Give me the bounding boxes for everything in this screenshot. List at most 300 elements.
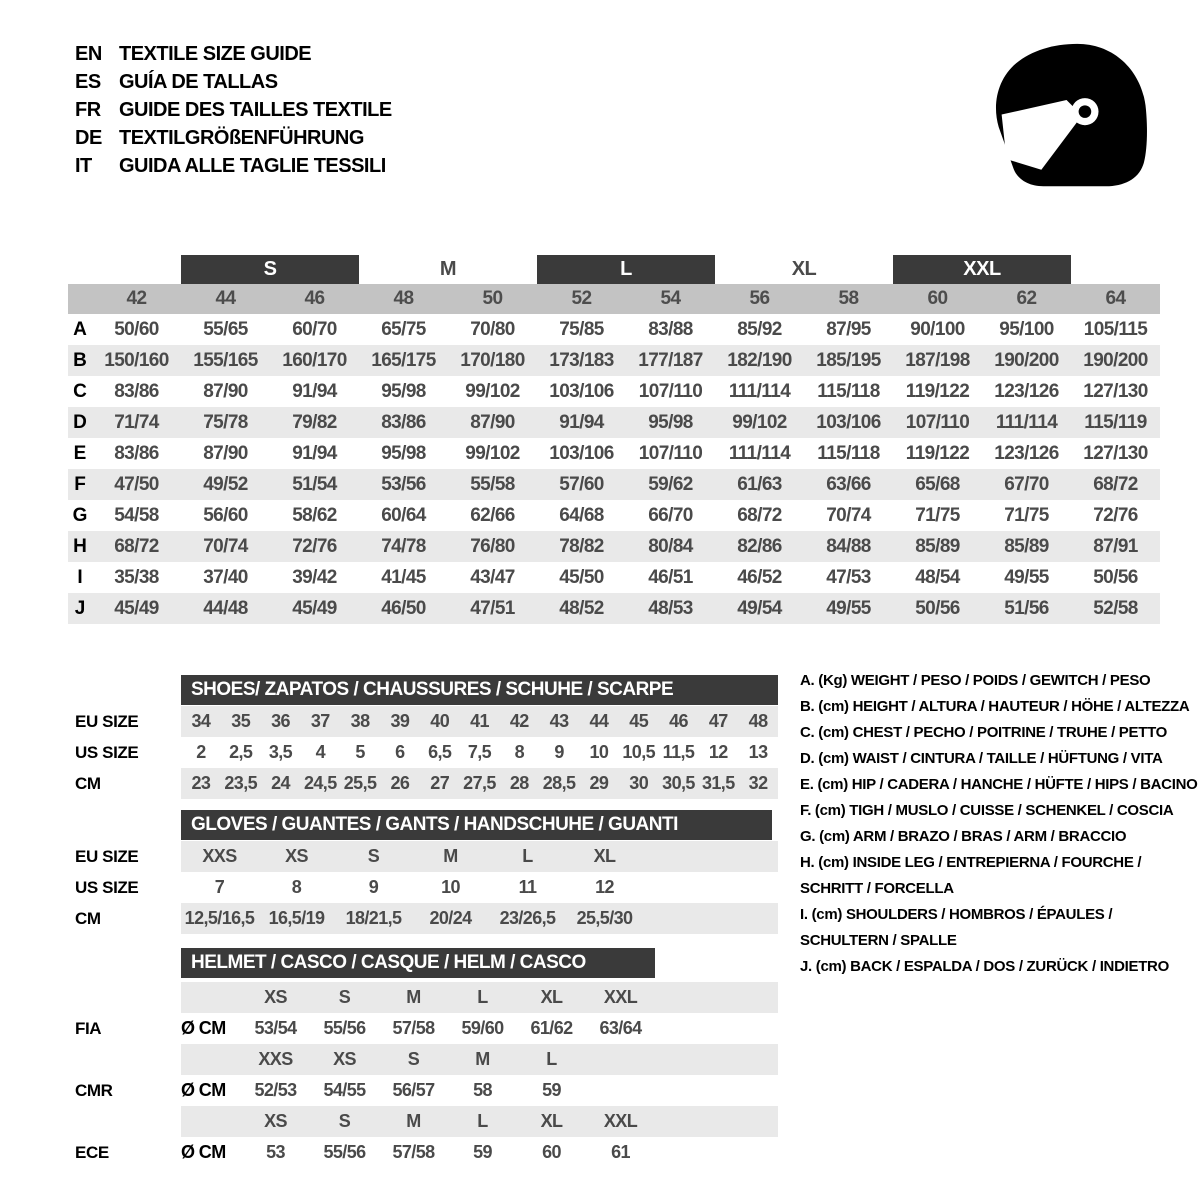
section-value: 7 (214, 877, 225, 897)
section-value: 25,5/30 (566, 903, 643, 934)
measurement-value: 83/86 (114, 380, 159, 402)
measurement-value: 70/74 (826, 504, 871, 526)
measurement-value: 72/76 (292, 535, 337, 557)
section-row-label: EU SIZE (75, 846, 139, 866)
measurement-value: 51/54 (292, 473, 337, 495)
helmet-size-value: 59 (542, 1080, 561, 1100)
measurement-value: 83/88 (648, 318, 693, 340)
measurement-row (68, 562, 1160, 593)
measurement-value: 177/187 (638, 349, 703, 371)
measurement-value: 76/80 (470, 535, 515, 557)
measurement-value: 55/58 (470, 473, 515, 495)
legend-line: G. (cm) ARM / BRAZO / BRAS / ARM / BRACCIO (800, 828, 1127, 845)
section-row (75, 768, 778, 799)
measurement-value: 95/98 (381, 442, 426, 464)
section-value: 23,5 (221, 768, 261, 799)
section-value: 20/24 (412, 903, 489, 934)
empty-unit (181, 1044, 241, 1075)
measurement-value: 78/82 (559, 535, 604, 557)
measurement-value: 111/114 (995, 411, 1058, 433)
measurement-value: 65/75 (381, 318, 426, 340)
helmet-size-value: 59 (473, 1142, 492, 1162)
helmet-size-value: 60 (542, 1142, 561, 1162)
helmet-size-label: XXL (586, 982, 655, 1013)
numeric-size-header: 44 (215, 288, 236, 309)
measurement-value: 57/60 (559, 473, 604, 495)
measurement-row (68, 314, 1160, 345)
legend-line: J. (cm) BACK / ESPALDA / DOS / ZURÜCK / INDIETRO (800, 958, 1169, 975)
measurement-value: 39/42 (292, 566, 337, 588)
measurement-value: 71/75 (1004, 504, 1049, 526)
helmet-size-label: L (517, 1044, 586, 1075)
section-value: XXS (181, 841, 258, 872)
measurement-row-label: B (73, 349, 87, 371)
helmet-size-label: M (379, 982, 448, 1013)
measurement-row-label: F (74, 473, 86, 495)
section-value: 9 (554, 742, 564, 762)
filler-cell (643, 872, 778, 903)
measurement-row-label: J (74, 597, 86, 619)
section-value: 43 (539, 706, 579, 737)
numeric-size-header: 56 (749, 288, 770, 309)
filler-cell (655, 1106, 778, 1137)
measurement-value: 67/70 (1004, 473, 1049, 495)
language-code: IT (75, 154, 92, 177)
measurement-value: 87/90 (470, 411, 515, 433)
section-value: L (489, 841, 566, 872)
section-value: 12 (595, 877, 614, 897)
measurement-value: 99/102 (465, 380, 520, 402)
section-value: 13 (748, 742, 768, 762)
helmet-size-value: 52/53 (254, 1080, 297, 1100)
helmet-values-row (75, 1075, 778, 1106)
diameter-unit-label: Ø CM (181, 1018, 226, 1038)
helmet-size-label: S (310, 1106, 379, 1137)
measurement-value: 84/88 (826, 535, 871, 557)
numeric-size-header: 60 (927, 288, 948, 309)
helmet-values-row (75, 1013, 778, 1044)
measurement-row-label: C (73, 380, 87, 402)
measurement-value: 160/170 (282, 349, 347, 371)
empty-label (75, 982, 181, 1013)
section-row (75, 737, 778, 768)
helmet-size-value: 55/56 (323, 1018, 366, 1038)
gloves-section-title: GLOVES / GUANTES / GANTS / HANDSCHUHE / GUANTI (181, 810, 772, 840)
section-value: 30 (619, 768, 659, 799)
measurement-value: 49/54 (737, 597, 782, 619)
measurement-row-label: G (72, 504, 88, 526)
measurement-legend (800, 668, 1198, 980)
racing-helmet-icon (985, 38, 1150, 193)
section-value: 12,5/16,5 (181, 903, 258, 934)
measurement-value: 127/130 (1083, 442, 1148, 464)
size-group-label (92, 255, 181, 284)
helmet-size-label: XL (517, 1106, 586, 1137)
measurement-value: 71/75 (915, 504, 960, 526)
measurement-value: 55/65 (203, 318, 248, 340)
measurement-value: 115/118 (817, 442, 880, 464)
measurement-value: 83/86 (114, 442, 159, 464)
section-value: 41 (460, 706, 500, 737)
measurement-value: 87/95 (826, 318, 871, 340)
language-title: GUIDE DES TAILLES TEXTILE (119, 98, 392, 121)
measurement-value: 95/98 (381, 380, 426, 402)
helmet-size-label: XL (517, 982, 586, 1013)
section-value: 46 (659, 706, 699, 737)
section-value: 27,5 (460, 768, 500, 799)
helmet-size-value: 53/54 (254, 1018, 297, 1038)
language-title: GUIDA ALLE TAGLIE TESSILI (119, 154, 386, 177)
measurement-row (68, 407, 1160, 438)
filler-cell (655, 1013, 778, 1044)
measurement-value: 64/68 (559, 504, 604, 526)
measurement-value: 68/72 (1093, 473, 1138, 495)
textile-size-table (68, 255, 1160, 624)
legend-line: H. (cm) INSIDE LEG / ENTREPIERNA / FOURCHE / (800, 854, 1142, 871)
measurement-value: 99/102 (732, 411, 787, 433)
section-value: 47 (698, 706, 738, 737)
measurement-value: 58/62 (292, 504, 337, 526)
helmet-size-value: 61 (611, 1142, 630, 1162)
measurement-value: 70/80 (470, 318, 515, 340)
section-value: 24,5 (300, 768, 340, 799)
section-value: 28,5 (539, 768, 579, 799)
measurement-value: 66/70 (648, 504, 693, 526)
measurement-value: 99/102 (465, 442, 520, 464)
measurement-value: 83/86 (381, 411, 426, 433)
measurement-value: 44/48 (203, 597, 248, 619)
section-value: M (412, 841, 489, 872)
language-row (75, 124, 392, 152)
measurement-value: 45/50 (559, 566, 604, 588)
section-value: 10 (441, 877, 460, 897)
measurement-row (68, 593, 1160, 624)
measurement-row (68, 345, 1160, 376)
section-value: S (335, 841, 412, 872)
measurement-value: 155/165 (193, 349, 258, 371)
measurement-value: 90/100 (910, 318, 965, 340)
language-title: GUÍA DE TALLAS (119, 70, 278, 93)
helmet-standard-label: CMR (75, 1080, 113, 1100)
measurement-value: 43/47 (470, 566, 515, 588)
measurement-value: 185/195 (816, 349, 881, 371)
size-group-header-row (68, 255, 1160, 284)
legend-line: I. (cm) SHOULDERS / HOMBROS / ÉPAULES / (800, 906, 1113, 923)
helmet-size-label: S (310, 982, 379, 1013)
section-row-label: US SIZE (75, 877, 139, 897)
filler-cell (655, 1044, 778, 1075)
measurement-value: 48/52 (559, 597, 604, 619)
section-row (75, 706, 778, 737)
legend-line: E. (cm) HIP / CADERA / HANCHE / HÜFTE / HIPS / BACINO (800, 776, 1198, 793)
helmet-sizes-row (75, 1044, 778, 1075)
helmet-size-value (586, 1075, 655, 1106)
language-code: ES (75, 70, 101, 93)
section-value: 25,5 (340, 768, 380, 799)
size-group-label: S (181, 255, 359, 284)
measurement-value: 182/190 (727, 349, 792, 371)
helmet-size-value: 57/58 (392, 1142, 435, 1162)
section-value: 7,5 (467, 742, 492, 762)
section-value: 29 (579, 768, 619, 799)
section-value: 35 (221, 706, 261, 737)
section-value: 16,5/19 (258, 903, 335, 934)
measurement-value: 56/60 (203, 504, 248, 526)
measurement-value: 53/56 (381, 473, 426, 495)
helmet-values-row (75, 1137, 778, 1168)
helmet-size-label: XS (241, 1106, 310, 1137)
measurement-value: 49/55 (826, 597, 871, 619)
section-row-label: US SIZE (75, 742, 139, 762)
measurement-value: 48/53 (648, 597, 693, 619)
empty-label (75, 1106, 181, 1137)
measurement-row (68, 469, 1160, 500)
measurement-value: 52/58 (1093, 597, 1138, 619)
measurement-value: 65/68 (915, 473, 960, 495)
measurement-value: 150/160 (104, 349, 169, 371)
measurement-value: 68/72 (737, 504, 782, 526)
section-value: 26 (380, 768, 420, 799)
measurement-value: 190/200 (1083, 349, 1148, 371)
language-title: TEXTILGRÖßENFÜHRUNG (119, 126, 364, 149)
measurement-value: 46/52 (737, 566, 782, 588)
section-value: 8 (291, 877, 302, 897)
section-value: 11,5 (662, 742, 695, 762)
measurement-row-label: A (73, 318, 87, 340)
measurement-value: 46/51 (648, 566, 693, 588)
measurement-value: 50/56 (1093, 566, 1138, 588)
measurement-value: 115/119 (1084, 411, 1147, 433)
empty-label (75, 1044, 181, 1075)
measurement-value: 71/74 (114, 411, 159, 433)
language-row (75, 40, 392, 68)
legend-line: C. (cm) CHEST / PECHO / POITRINE / TRUHE / PETTO (800, 724, 1168, 741)
measurement-value: 119/122 (905, 442, 970, 464)
measurement-value: 80/84 (648, 535, 693, 557)
section-value: 24 (261, 768, 301, 799)
measurement-value: 95/98 (648, 411, 693, 433)
measurement-value: 123/126 (994, 442, 1059, 464)
measurement-value: 60/64 (381, 504, 426, 526)
helmet-size-label: L (448, 1106, 517, 1137)
measurement-value: 79/82 (292, 411, 337, 433)
helmet-size-value: 53 (266, 1142, 285, 1162)
measurement-value: 103/106 (549, 442, 614, 464)
measurement-value: 103/106 (816, 411, 881, 433)
measurement-row (68, 531, 1160, 562)
measurement-value: 165/175 (371, 349, 436, 371)
helmet-size-value: 55/56 (323, 1142, 366, 1162)
legend-line: D. (cm) WAIST / CINTURA / TAILLE / HÜFTUNG / VITA (800, 750, 1163, 767)
section-value: 31,5 (698, 768, 738, 799)
section-value: 4 (315, 742, 325, 762)
helmet-size-value: 63/64 (599, 1018, 642, 1038)
helmet-size-value: 59/60 (461, 1018, 504, 1038)
section-value: 8 (514, 742, 524, 762)
language-row (75, 96, 392, 124)
helmet-size-label: XS (310, 1044, 379, 1075)
section-value: XS (258, 841, 335, 872)
measurement-value: 123/126 (994, 380, 1059, 402)
measurement-value: 107/110 (638, 380, 703, 402)
measurement-value: 50/60 (114, 318, 159, 340)
measurement-row (68, 376, 1160, 407)
shoes-size-table (75, 706, 778, 799)
measurement-value: 190/200 (994, 349, 1059, 371)
filler-cell (655, 982, 778, 1013)
measurement-value: 85/89 (915, 535, 960, 557)
measurement-value: 61/63 (737, 473, 782, 495)
legend-line: A. (Kg) WEIGHT / PESO / POIDS / GEWITCH / PESO (800, 672, 1151, 689)
section-value: 39 (380, 706, 420, 737)
language-title-list (75, 40, 392, 180)
language-row (75, 68, 392, 96)
section-row-label: EU SIZE (75, 711, 139, 731)
helmet-size-label: M (448, 1044, 517, 1075)
measurement-value: 107/110 (638, 442, 703, 464)
section-value: 37 (300, 706, 340, 737)
language-code: DE (75, 126, 102, 149)
measurement-row (68, 500, 1160, 531)
measurement-value: 74/78 (381, 535, 426, 557)
numeric-size-header: 52 (571, 288, 592, 309)
measurement-row-label: H (73, 535, 87, 557)
section-row-label: CM (75, 908, 101, 928)
measurement-value: 59/62 (648, 473, 693, 495)
measurement-value: 87/90 (203, 380, 248, 402)
helmet-sizes-row (75, 1106, 778, 1137)
shoes-section-title: SHOES/ ZAPATOS / CHAUSSURES / SCHUHE / SCARPE (181, 675, 778, 705)
measurement-value: 47/50 (114, 473, 159, 495)
section-value: 38 (340, 706, 380, 737)
section-value: 10,5 (622, 742, 656, 762)
legend-line: F. (cm) TIGH / MUSLO / CUISSE / SCHENKEL / COSCIA (800, 802, 1174, 819)
filler-cell (643, 903, 778, 934)
section-value: 42 (499, 706, 539, 737)
section-value: 40 (420, 706, 460, 737)
measurement-value: 45/49 (292, 597, 337, 619)
measurement-value: 54/58 (114, 504, 159, 526)
helmet-size-table (75, 982, 778, 1168)
measurement-value: 49/52 (203, 473, 248, 495)
measurement-value: 47/53 (826, 566, 871, 588)
measurement-value: 119/122 (905, 380, 970, 402)
language-code: EN (75, 42, 102, 65)
helmet-size-label: XS (241, 982, 310, 1013)
measurement-value: 68/72 (114, 535, 159, 557)
helmet-sizes-row (75, 982, 778, 1013)
measurement-value: 111/114 (728, 380, 791, 402)
measurement-value: 87/90 (203, 442, 248, 464)
size-group-label: XL (791, 258, 817, 280)
section-value: 11 (518, 877, 537, 897)
measurement-row-label: D (73, 411, 87, 433)
measurement-value: 72/76 (1093, 504, 1138, 526)
size-group-label: M (439, 258, 457, 280)
section-value: 30,5 (659, 768, 699, 799)
measurement-value: 173/183 (549, 349, 614, 371)
measurement-value: 75/78 (203, 411, 248, 433)
section-value: 3,5 (268, 742, 293, 762)
section-value: 10 (589, 742, 609, 762)
measurement-value: 62/66 (470, 504, 515, 526)
helmet-size-label: L (448, 982, 517, 1013)
filler-cell (655, 1137, 778, 1168)
numeric-size-header: 46 (304, 288, 325, 309)
helmet-section-title: HELMET / CASCO / CASQUE / HELM / CASCO (181, 948, 655, 978)
measurement-value: 85/89 (1004, 535, 1049, 557)
section-value: 36 (261, 706, 301, 737)
measurement-value: 91/94 (559, 411, 604, 433)
section-value: 2,5 (229, 742, 253, 762)
measurement-value: 187/198 (905, 349, 970, 371)
measurement-value: 91/94 (292, 380, 337, 402)
section-value: 5 (355, 742, 365, 762)
numeric-size-header: 48 (393, 288, 414, 309)
measurement-value: 46/50 (381, 597, 426, 619)
section-value: XL (566, 841, 643, 872)
numeric-size-header: 54 (660, 288, 681, 309)
numeric-size-header: 50 (482, 288, 503, 309)
diameter-unit-label: Ø CM (181, 1080, 226, 1100)
measurement-row-label: I (77, 566, 83, 588)
section-row (75, 872, 778, 903)
section-value: 9 (368, 877, 379, 897)
empty-unit (181, 982, 241, 1013)
numeric-size-header: 42 (126, 288, 147, 309)
section-value: 23 (181, 768, 221, 799)
measurement-row (68, 438, 1160, 469)
measurement-value: 60/70 (292, 318, 337, 340)
helmet-size-value: 56/57 (392, 1080, 435, 1100)
diameter-unit-label: Ø CM (181, 1142, 226, 1162)
measurement-value: 170/180 (460, 349, 525, 371)
corner-cell (68, 255, 92, 284)
helmet-standard-label: ECE (75, 1142, 109, 1162)
helmet-size-label: S (379, 1044, 448, 1075)
helmet-size-label: M (379, 1106, 448, 1137)
section-value: 18/21,5 (335, 903, 412, 934)
measurement-value: 70/74 (203, 535, 248, 557)
section-value: 45 (619, 706, 659, 737)
measurement-row-label: E (73, 442, 87, 464)
size-group-label (1071, 255, 1160, 284)
measurement-value: 82/86 (737, 535, 782, 557)
size-group-label: L (537, 255, 715, 284)
measurement-value: 48/54 (915, 566, 960, 588)
measurement-value: 85/92 (737, 318, 782, 340)
legend-line: SCHRITT / FORCELLA (800, 880, 954, 897)
section-value: 23/26,5 (489, 903, 566, 934)
measurement-value: 75/85 (559, 318, 604, 340)
language-title: TEXTILE SIZE GUIDE (119, 42, 312, 65)
numeric-size-header: 62 (1016, 288, 1037, 309)
empty-unit (181, 1106, 241, 1137)
measurement-value: 41/45 (381, 566, 426, 588)
legend-line: B. (cm) HEIGHT / ALTURA / HAUTEUR / HÖHE / ALTEZZA (800, 698, 1190, 715)
helmet-size-label: XXL (586, 1106, 655, 1137)
section-value: 28 (499, 768, 539, 799)
numeric-size-header: 58 (838, 288, 859, 309)
measurement-value: 63/66 (826, 473, 871, 495)
numeric-size-header: 64 (1105, 288, 1126, 309)
measurement-value: 51/56 (1004, 597, 1049, 619)
measurement-value: 45/49 (114, 597, 159, 619)
measurement-value: 87/91 (1093, 535, 1138, 557)
measurement-value: 47/51 (470, 597, 515, 619)
helmet-size-value: 54/55 (323, 1080, 366, 1100)
helmet-size-label (586, 1044, 655, 1075)
